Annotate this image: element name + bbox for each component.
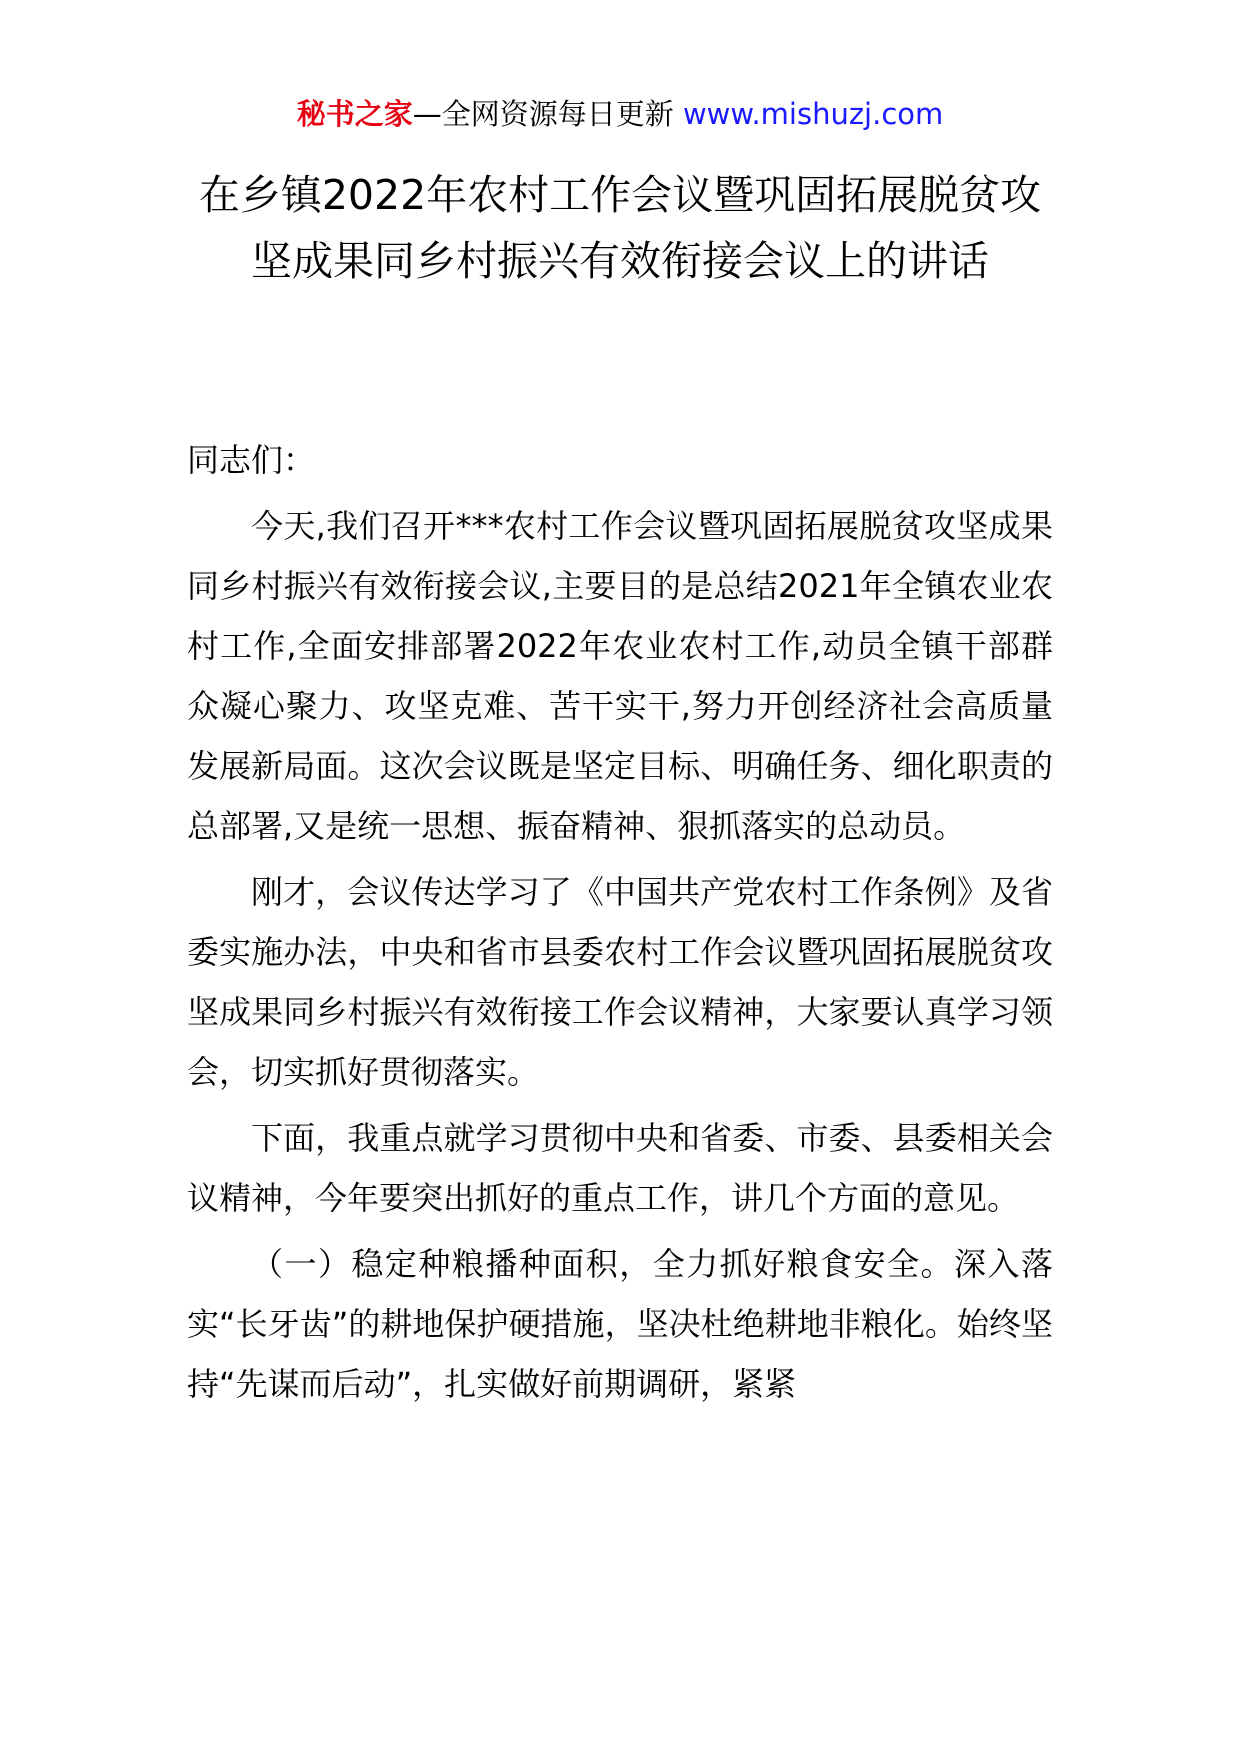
paragraph-study-conveyed: 刚才，会议传达学习了《中国共产党农村工作条例》及省委实施办法，中央和省市县委农村工作会议暨巩固拓展脱贫攻坚成果同乡村振兴有效衔接工作会议精神，大家要认真学习领会，切实抓好贯彻落实。 [187,873,1053,1091]
banner-tagline: —全网资源每日更新 [412,97,674,131]
site-banner [0,94,1240,134]
document-body [187,430,1053,1420]
paragraph-outline: 下面，我重点就学习贯彻中央和省委、市委、县委相关会议精神，今年要突出抓好的重点工作，讲几个方面的意见。 [187,1119,1053,1217]
document-title: 在乡镇2022年农村工作会议暨巩固拓展脱贫攻坚成果同乡村振兴有效衔接会议上的讲话 [198,171,1042,285]
salutation: 同志们： [187,441,316,479]
brand-name: 秘书之家 [296,97,413,131]
site-url-link[interactable]: www.mishuzj.com [682,97,944,131]
paragraph-opening: 今天,我们召开***农村工作会议暨巩固拓展脱贫攻坚成果同乡村振兴有效衔接会议,主要目的是总结2021年全镇农业农村工作,全面安排部署2022年农业农村工作,动员全镇干部群众凝心聚力、攻坚克难、苦干实干,努力开创经济社会高质量发展新局面。这次会议既是坚定目标、明确任务、细化职责的总部署,又是统一思想、振奋精神、狠抓落实的总动员。 [187,507,1053,845]
paragraph-section-one: （一）稳定种粮播种面积，全力抓好粮食安全。深入落实“长牙齿”的耕地保护硬措施，坚决杜绝耕地非粮化。始终坚持“先谋而后动”，扎实做好前期调研，紧紧 [187,1245,1053,1403]
